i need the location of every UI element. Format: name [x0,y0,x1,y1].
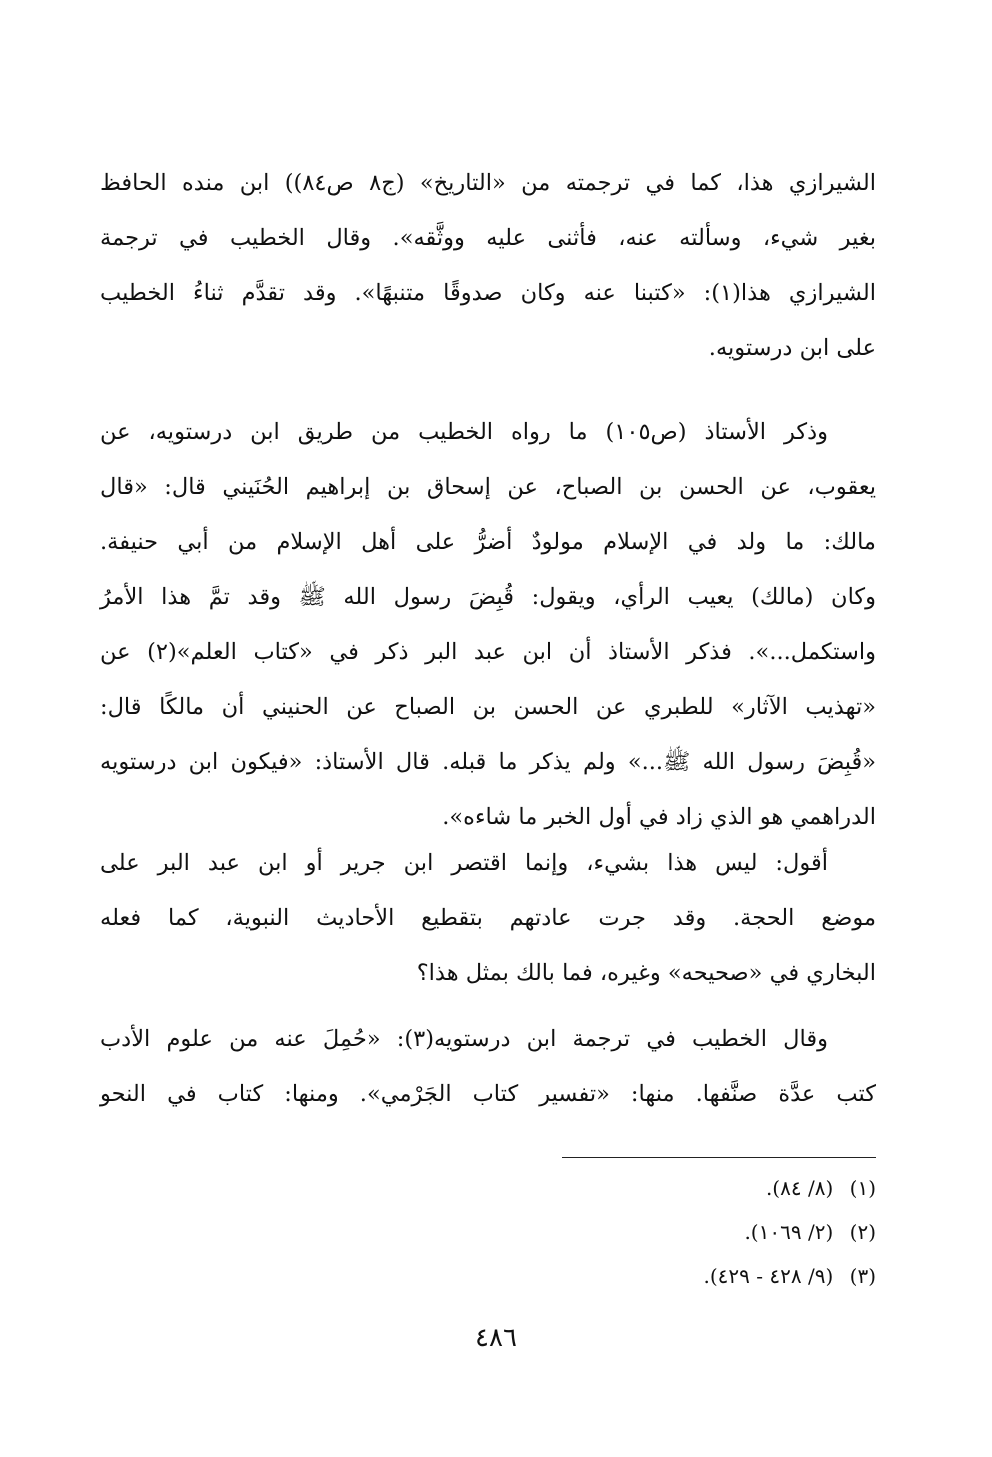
text-line: أقول: ليس هذا بشيء، وإنما اقتصر ابن جرير أو ابن عبد البر على [100,850,828,876]
text-line: يعقوب، عن الحسن بن الصباح، عن إسحاق بن إبراهيم الحُنَيني قال: «قال [100,474,876,500]
paragraph-4 [100,1012,876,1122]
footnotes [560,1166,876,1298]
text-line: بغير شيء، وسألته عنه، فأثنى عليه ووثَّقه». وقال الخطيب في ترجمة [100,225,876,251]
text-line: الشيرازي هذا(١): «كتبنا عنه وكان صدوقًا متنبهًا». وقد تقدَّم ثناءُ الخطيب [100,280,876,306]
footnote-number: (٢) [849,1220,876,1244]
text-line: «قُبِضَ رسول الله ﷺ...» ولم يذكر ما قبله. قال الأستاذ: «فيكون ابن درستويه [100,749,876,775]
text-line: وذكر الأستاذ (ص١٠٥) ما رواه الخطيب من طريق ابن درستويه، عن [100,419,828,445]
footnote-2 [560,1210,876,1254]
footnote-text: (٨/ ٨٤). [765,1176,834,1200]
paragraph-1 [100,156,876,376]
text-line: الشيرازي هذا، كما في ترجمته من «التاريخ» (ج٨ ص٨٤)) ابن منده الحافظ [100,170,876,196]
text-line: «تهذيب الآثار» للطبري عن الحسن بن الصباح عن الحنيني أن مالكًا قال: [100,694,876,720]
paragraph-2 [100,405,876,845]
footnote-1 [560,1166,876,1210]
footnote-divider [562,1157,876,1158]
paragraph-3 [100,836,876,1001]
footnote-number: (٣) [849,1264,876,1288]
text-line: وقال الخطيب في ترجمة ابن درستويه(٣): «حُمِلَ عنه من علوم الأدب [100,1026,828,1052]
text-line: البخاري في «صحيحه» وغيره، فما بالك بمثل هذا؟ [416,960,876,986]
text-line: واستكمل...». فذكر الأستاذ أن ابن عبد البر ذكر في «كتاب العلم»(٢) عن [100,639,877,665]
footnote-3 [560,1254,876,1298]
page-number: ٤٨٦ [475,1323,517,1353]
text-line: الدراهمي هو الذي زاد في أول الخبر ما شاءه». [442,804,876,830]
text-line: كتب عدَّة صنَّفها. منها: «تفسير كتاب الجَرْمي». ومنها: كتاب في النحو [100,1081,876,1107]
footnote-number: (١) [849,1176,876,1200]
text-line: موضع الحجة. وقد جرت عادتهم بتقطيع الأحاديث النبوية، كما فعله [100,905,876,931]
text-line: مالك: ما ولد في الإسلام مولودٌ أضرُّ على أهل الإسلام من أبي حنيفة. [100,529,876,555]
footnote-text: (٢/ ١٠٦٩). [744,1220,834,1244]
text-line: على ابن درستويه. [708,335,876,361]
footnote-text: (٩/ ٤٢٨ - ٤٢٩). [703,1264,834,1288]
text-line: وكان (مالك) يعيب الرأي، ويقول: قُبِضَ رسول الله ﷺ وقد تمَّ هذا الأمرُ [100,584,876,610]
